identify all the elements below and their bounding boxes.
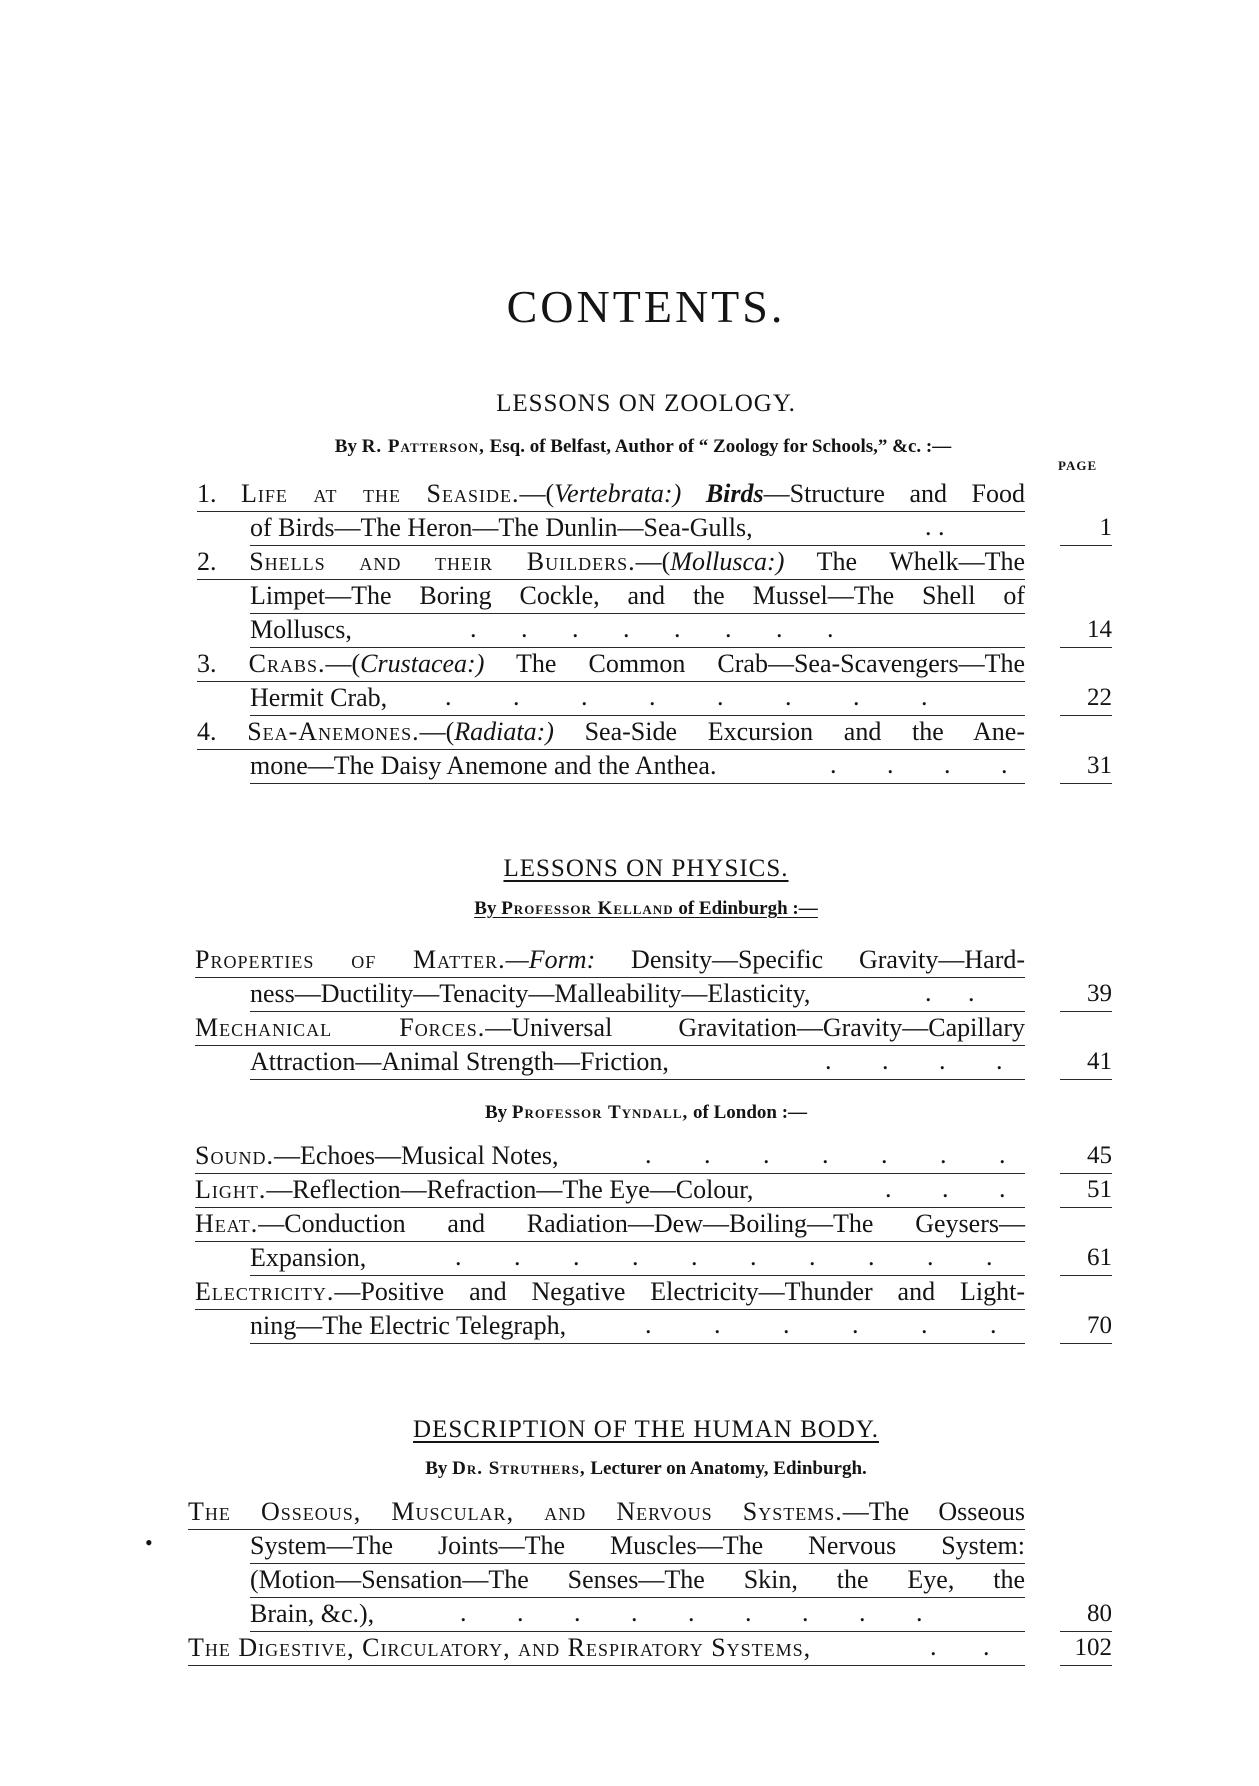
toc-entry-line: of Birds—The Heron—The Dunlin—Sea-Gulls, [250, 512, 1025, 546]
page-column-label: PAGE [1058, 458, 1098, 473]
leader-dots: . . . . . . [645, 1310, 997, 1339]
toc-entry-line: Mechanical Forces.—Universal Gravitation—Gravity—Capillary [195, 1012, 1025, 1046]
physics-byline-kelland: By Professor Kelland of Edinburgh :— [474, 898, 818, 919]
page-number: 22 [1060, 682, 1112, 716]
leader-dots: . . . . . . . . [470, 614, 834, 643]
toc-entry-line: ness—Ductility—Tenacity—Malleability—Elasticity, [250, 978, 1025, 1012]
physics-byline-tyndall: By Professor Tyndall, of London :— [484, 1102, 808, 1123]
toc-entry-line: Brain, &c.), [250, 1598, 1025, 1632]
page-title: CONTENTS. [506, 281, 786, 332]
leader-dots: . . . [885, 1174, 1006, 1203]
page-number: 51 [1060, 1174, 1112, 1208]
leader-dots: . . [930, 1632, 990, 1661]
leader-dots: . . . . [825, 1046, 1003, 1075]
toc-entry-line: (Motion—Sensation—The Senses—The Skin, the Eye, the [250, 1564, 1025, 1598]
physics-heading: LESSONS ON PHYSICS. [503, 855, 789, 882]
toc-entry-line: Light.—Reflection—Refraction—The Eye—Colour, [195, 1174, 1025, 1208]
toc-entry-line: Attraction—Animal Strength—Friction, [250, 1046, 1025, 1080]
page-number: 41 [1060, 1046, 1112, 1080]
toc-entry-line: Properties of Matter.—Form: Density—Specific Gravity—Hard- [195, 944, 1025, 978]
leader-dots: . . . . . . . [645, 1140, 1006, 1169]
page-number: 45 [1060, 1140, 1112, 1174]
page-number: 14 [1060, 614, 1112, 648]
toc-entry-line: Hermit Crab, [250, 682, 1025, 716]
human-body-byline: By Dr. Struthers, Lecturer on Anatomy, Edinburgh. [425, 1458, 867, 1479]
toc-entry-line: Molluscs, [250, 614, 1025, 648]
toc-entry-line: Limpet—The Boring Cockle, and the Mussel—The Shell of [250, 580, 1025, 614]
leader-dots: . . [925, 512, 945, 541]
page-number: 31 [1060, 750, 1112, 784]
page-number: 39 [1060, 978, 1112, 1012]
leader-dots: . . . . . . . . [445, 682, 928, 711]
toc-entry-line: 3. Crabs.—(Crustacea:) The Common Crab—Sea-Scavengers—The [197, 648, 1025, 682]
page-number: 80 [1060, 1598, 1112, 1632]
page-number: 61 [1060, 1242, 1112, 1276]
leader-dots: . . . . . . . . . [460, 1598, 923, 1627]
toc-entry-line: ning—The Electric Telegraph, [250, 1310, 1025, 1344]
leader-dots: . . . . . . . . . . [455, 1242, 993, 1271]
toc-entry-line: The Digestive, Circulatory, and Respiratory Systems, [188, 1632, 1025, 1666]
zoology-byline: By R. Patterson, Esq. of Belfast, Author of “ Zoology for Schools,” &c. :— [334, 436, 952, 457]
toc-entry-line: Expansion, [250, 1242, 1025, 1276]
toc-entry-line: mone—The Daisy Anemone and the Anthea. [250, 750, 1025, 784]
toc-entry-line: Electricity.—Positive and Negative Electricity—Thunder and Light- [195, 1276, 1025, 1310]
toc-entry-line: 4. Sea-Anemones.—(Radiata:) Sea-Side Excursion and the Ane- [197, 716, 1025, 750]
leader-dots: . . . . [830, 750, 1008, 779]
toc-entry-line: 1. Life at the Seaside.—(Vertebrata:) Birds—Structure and Food [197, 478, 1025, 512]
page-number: 102 [1060, 1632, 1112, 1666]
toc-entry-line: Sound.—Echoes—Musical Notes, [195, 1140, 1025, 1174]
human-body-heading: DESCRIPTION OF THE HUMAN BODY. [413, 1416, 879, 1443]
stray-mark: • [145, 1530, 153, 1555]
leader-dots: . . [925, 978, 975, 1007]
page-number: 1 [1060, 512, 1112, 546]
zoology-heading: LESSONS ON ZOOLOGY. [496, 390, 796, 417]
page-number: 70 [1060, 1310, 1112, 1344]
toc-entry-line: 2. Shells and their Builders.—(Mollusca:) The Whelk—The [197, 546, 1025, 580]
toc-entry-line: System—The Joints—The Muscles—The Nervous System: [250, 1530, 1025, 1564]
toc-entry-line: The Osseous, Muscular, and Nervous Systems.—The Osseous [188, 1496, 1025, 1530]
toc-entry-line: Heat.—Conduction and Radiation—Dew—Boiling—The Geysers— [195, 1208, 1025, 1242]
